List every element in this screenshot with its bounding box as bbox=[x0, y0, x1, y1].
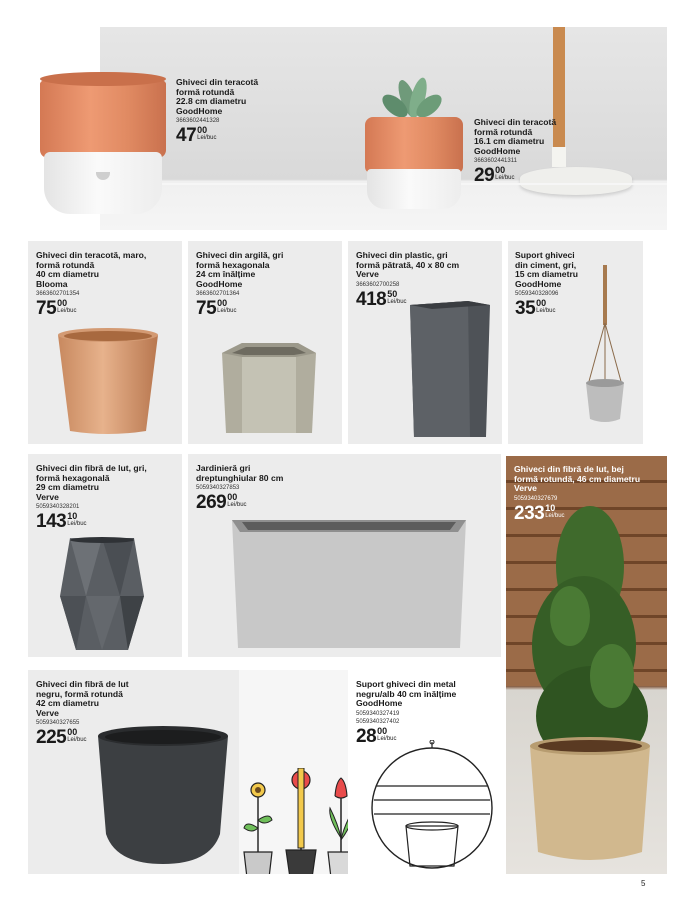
price-integer: 269 bbox=[196, 492, 227, 514]
product-code: 3663602441311 bbox=[474, 158, 517, 165]
price-unit: Lei/buc bbox=[57, 308, 77, 315]
hanging-planter-image bbox=[582, 263, 632, 425]
product-card-hanging-planter bbox=[508, 241, 643, 444]
price-tag bbox=[514, 504, 640, 523]
product-code: 3663602701364 bbox=[196, 291, 240, 298]
price-tag bbox=[36, 512, 147, 531]
product-code: 3663602701354 bbox=[36, 291, 80, 298]
price-unit: Lei/buc bbox=[67, 737, 87, 744]
product-info-2 bbox=[474, 118, 556, 185]
product-name: Ghiveci din teracotă formă rotundă 22.8 cm diametru GoodHome bbox=[176, 77, 259, 116]
plant-pot-image bbox=[520, 496, 660, 868]
product-name: Ghiveci din fibră de lut, bej formă rotundă, 46 cm diametru Verve bbox=[514, 464, 641, 494]
product-card-beige-fiber-pot bbox=[506, 456, 667, 874]
product-name: Suport ghiveci din ciment, gri, 15 cm diametru GoodHome bbox=[515, 250, 579, 289]
terracotta-pot-small-image bbox=[363, 75, 463, 213]
price-decimal: 00 bbox=[217, 298, 228, 309]
price-integer: 418 bbox=[356, 288, 387, 310]
price-decimal: 00 bbox=[67, 727, 78, 738]
product-code: 5059340327679 bbox=[514, 495, 558, 502]
price-unit: Lei/buc bbox=[227, 502, 247, 509]
product-name: Jardinieră gri dreptunghiular 80 cm bbox=[196, 463, 284, 483]
metal-stand-image bbox=[368, 740, 496, 870]
product-name: Ghiveci din argilă, gri formă hexagonala 24 cm înălțime GoodHome bbox=[196, 250, 284, 289]
product-code: 5059340328096 bbox=[515, 291, 559, 298]
price-unit: Lei/buc bbox=[495, 175, 515, 182]
square-pot-image bbox=[408, 299, 492, 441]
product-code: 5059340328201 bbox=[36, 504, 80, 511]
price-decimal: 00 bbox=[536, 298, 547, 309]
product-name: Ghiveci din fibră de lut negru, formă rotundă 42 cm diametru Verve bbox=[36, 679, 129, 718]
product-card-hexagonal-fiber bbox=[28, 454, 182, 657]
product-name: Ghiveci din teracotă formă rotundă 16.1 cm diametru GoodHome bbox=[474, 117, 557, 156]
product-name: Ghiveci din fibră de lut, gri, formă hexagonală 29 cm diametru Verve bbox=[36, 463, 147, 502]
price-tag bbox=[196, 299, 283, 318]
product-code: 3663602441328 bbox=[176, 118, 220, 125]
price-integer: 233 bbox=[514, 502, 545, 524]
product-code: 5059340327419 5059340327402 bbox=[356, 710, 400, 725]
price-unit: Lei/buc bbox=[545, 512, 565, 519]
price-tag bbox=[515, 299, 578, 318]
flower-illustration bbox=[238, 768, 348, 874]
product-card-metal-stand bbox=[348, 670, 500, 874]
price-unit: Lei/buc bbox=[536, 308, 556, 315]
product-name: Suport ghiveci din metal negru/alb 40 cm înălțime GoodHome bbox=[356, 679, 457, 709]
product-card-rectangular-planter bbox=[188, 454, 501, 657]
price-decimal: 00 bbox=[495, 165, 506, 176]
price-unit: Lei/buc bbox=[377, 735, 397, 742]
product-name: Ghiveci din teracotă, maro, formă rotundă 40 cm diametru Blooma bbox=[36, 250, 147, 289]
price-integer: 75 bbox=[36, 298, 57, 320]
black-round-pot-image bbox=[96, 724, 230, 866]
price-integer: 29 bbox=[474, 165, 495, 187]
price-integer: 28 bbox=[356, 725, 377, 747]
price-integer: 35 bbox=[515, 298, 536, 320]
price-tag bbox=[474, 166, 556, 185]
price-decimal: 00 bbox=[197, 125, 208, 136]
terracotta-pot-image bbox=[56, 327, 160, 437]
product-code: 3663602700258 bbox=[356, 281, 400, 288]
price-decimal: 00 bbox=[377, 725, 388, 736]
product-name: Ghiveci din plastic, gri formă pătrată, 40 x 80 cm Verve bbox=[356, 250, 460, 280]
product-code: 5059340327655 bbox=[36, 720, 80, 727]
price-tag bbox=[36, 299, 146, 318]
price-decimal: 10 bbox=[67, 511, 78, 522]
price-decimal: 10 bbox=[545, 502, 556, 513]
product-card-hexagonal-clay bbox=[188, 241, 342, 444]
price-unit: Lei/buc bbox=[67, 521, 87, 528]
rectangular-planter-image bbox=[228, 514, 470, 654]
price-integer: 47 bbox=[176, 125, 197, 147]
product-card-black-fiber-pot bbox=[28, 670, 348, 874]
price-integer: 143 bbox=[36, 511, 67, 533]
hexagonal-pot-image bbox=[220, 341, 318, 437]
price-tag bbox=[196, 493, 283, 512]
page-number: 5 bbox=[641, 879, 646, 888]
geometric-pot-image bbox=[58, 536, 146, 654]
terracotta-pot-large-image bbox=[40, 72, 166, 217]
price-integer: 225 bbox=[36, 727, 67, 749]
product-card-square-plastic bbox=[348, 241, 502, 444]
product-info-1 bbox=[176, 78, 258, 145]
price-decimal: 00 bbox=[57, 298, 68, 309]
price-decimal: 00 bbox=[227, 492, 238, 503]
price-unit: Lei/buc bbox=[197, 135, 217, 142]
price-tag bbox=[176, 126, 258, 145]
price-unit: Lei/buc bbox=[217, 308, 237, 315]
product-code: 5059340327853 bbox=[196, 485, 240, 492]
product-card-terracotta-brown bbox=[28, 241, 182, 444]
price-integer: 75 bbox=[196, 298, 217, 320]
price-unit: Lei/buc bbox=[387, 298, 407, 305]
price-decimal: 50 bbox=[387, 288, 398, 299]
